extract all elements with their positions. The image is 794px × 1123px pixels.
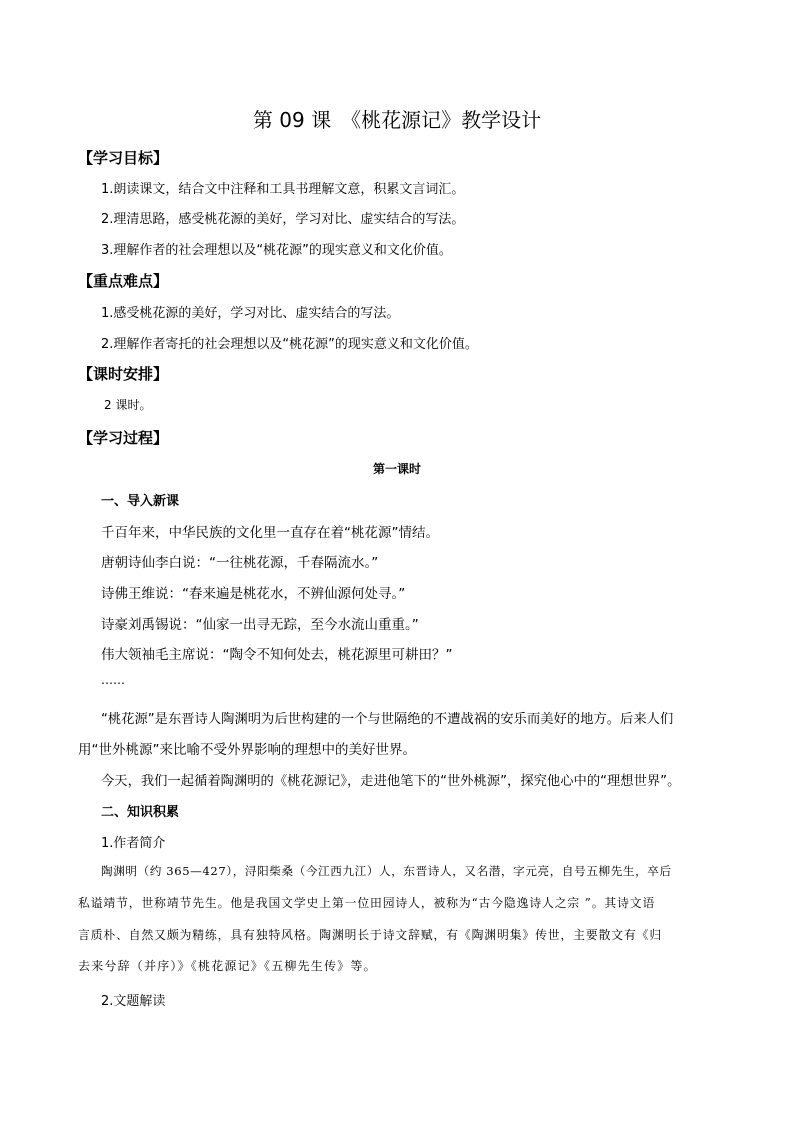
part2-heading: 二、知识积累 [101,805,180,820]
intro-line-2: 唐朝诗仙李白说：“一往桃花源，千春隔流水。” [101,555,379,571]
section-heading-process: 【学习过程】 [78,429,169,447]
key-point-item-1: 1.感受桃花源的美好，学习对比、虚实结合的写法。 [101,306,400,321]
key-point-item-2: 2.理解作者寄托的社会理想以及“桃花源”的现实意义和文化价值。 [101,337,478,352]
intro-line-1: 千百年来，中华民族的文化里一直存在着“桃花源”情结。 [101,525,439,541]
section-heading-key-points: 【重点难点】 [78,272,169,290]
author-intro-heading: 1.作者简介 [101,836,166,851]
objective-item-3: 3.理解作者的社会理想以及“桃花源”的现实意义和文化价值。 [101,243,452,258]
schedule-text: 2 课时。 [104,398,152,412]
intro-line-3: 诗佛王维说：“春来遍是桃花水，不辨仙源何处寻。” [101,586,406,602]
author-bio-line-3: 言质朴、自然又颇为精练，具有独特风格。陶渊明长于诗文辞赋，有《陶渊明集》传世，主要散文有《归 [78,928,663,942]
author-bio-line-2: 私谥靖节，世称靖节先生。他是我国文学史上第一位田园诗人，被称为“古今隐逸诗人之宗 ”。其诗文语 [78,896,656,910]
intro-paragraph-1-line-1: “桃花源”是东晋诗人陶渊明为后世构建的一个与世隔绝的不遭战祸的安乐而美好的地方。后来人们 [101,712,674,727]
author-bio-line-1: 陶渊明（约 365—427），浔阳柴桑（今江西九江）人，东晋诗人，又名潜，字元亮，自号五柳先生，卒后 [101,864,672,878]
lesson-title: 第一课时 [372,462,421,476]
intro-ellipsis: …… [101,673,125,687]
intro-line-5: 伟大领袖毛主席说：“陶令不知何处去，桃花源里可耕田？” [101,647,453,663]
intro-line-4: 诗豪刘禹锡说：“仙家一出寻无踪，至今水流山重重。” [101,617,419,633]
part1-heading: 一、导入新课 [101,494,180,509]
document-title: 第 09 课 《桃花源记》教学设计 [252,108,542,132]
section-heading-objectives: 【学习目标】 [78,149,169,167]
intro-paragraph-2: 今天，我们一起循着陶渊明的《桃花源记》，走进他笔下的“世外桃源”，探究他心中的“理想世界”。 [101,774,681,789]
objective-item-2: 2.理清思路，感受桃花源的美好，学习对比、虚实结合的写法。 [101,212,465,227]
title-interpretation-heading: 2.文题解读 [101,994,166,1009]
objective-item-1: 1.朗读课文，结合文中注释和工具书理解文意，积累文言词汇。 [101,182,465,197]
intro-paragraph-1-line-2: 用“世外桃源”来比喻不受外界影响的理想中的美好世界。 [78,742,416,758]
section-heading-schedule: 【课时安排】 [78,365,169,383]
author-bio-line-4: 去来兮辞（并序）》《桃花源记》《五柳先生传》等。 [78,959,377,973]
